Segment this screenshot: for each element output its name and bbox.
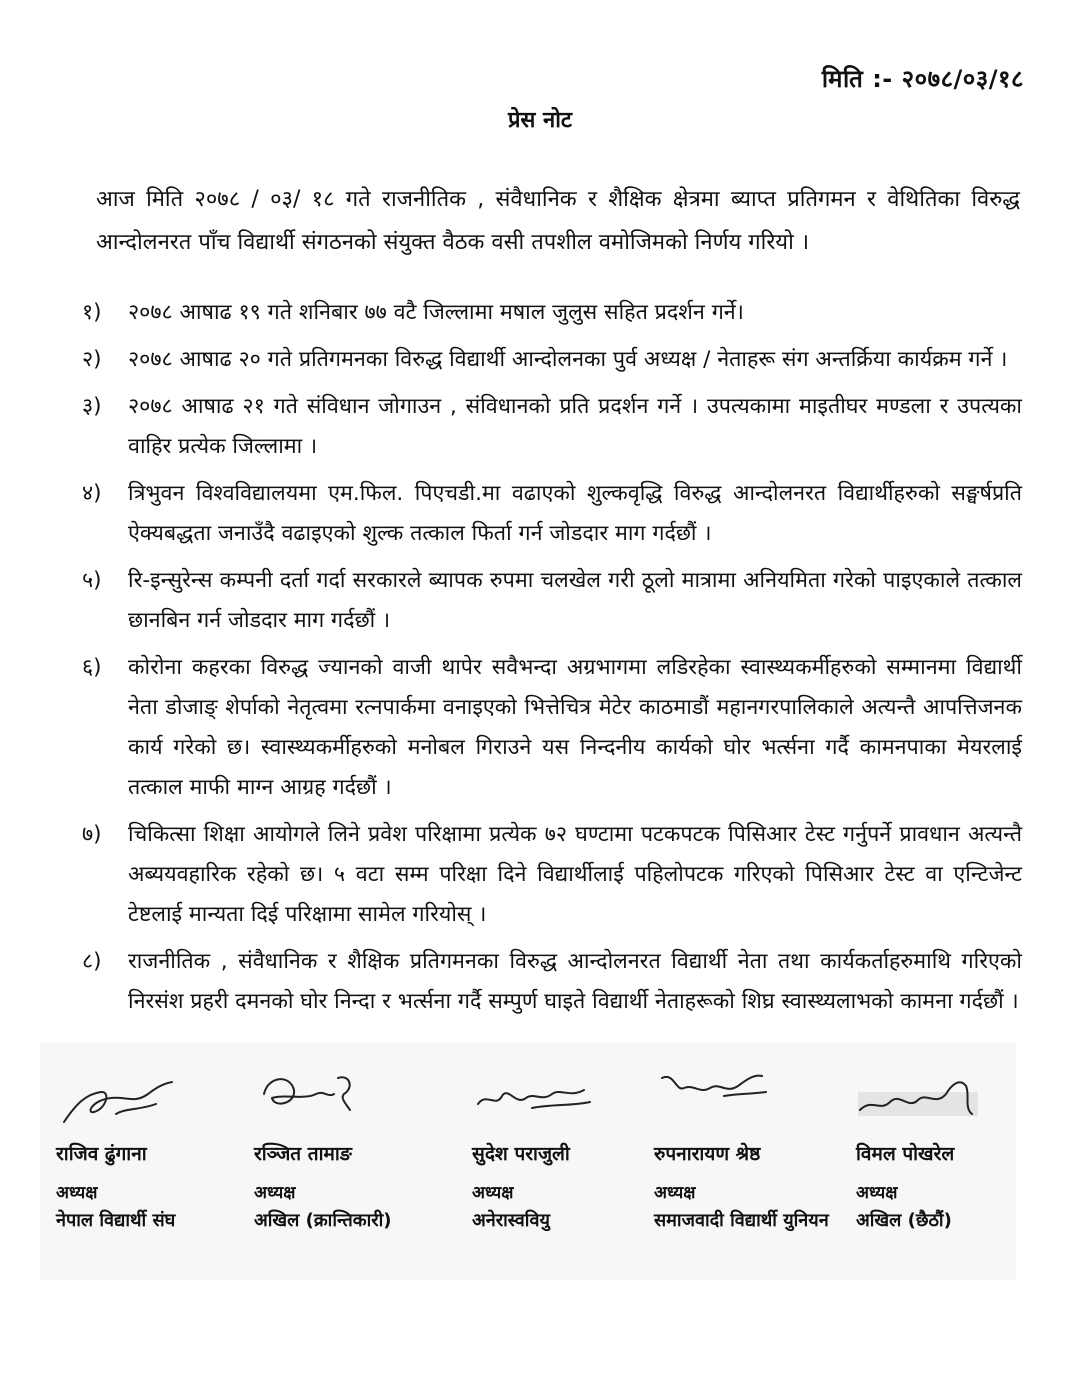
handwritten-signature (472, 1064, 602, 1134)
item-number: ६) (82, 655, 102, 680)
item-text: चिकित्सा शिक्षा आयोगले लिने प्रवेश परिक्षामा प्रत्येक ७२ घण्टामा पटकपटक पिसिआर टेस्ट गर्नुपर्ने प्रावधान अत्यन्तै अब्ययवहारिक रहेको छ। ५ वटा सम्म परिक्षा दिने विद्यार्थीलाई पहिलोपटक गरिएको पिसिआर टेस्ट वा एन्टिजेन्ट टेष्टलाई मान्यता दिई परिक्षामा सामेल गरियोस् । (128, 822, 1022, 927)
list-item (82, 340, 1022, 380)
item-number: ३) (82, 394, 102, 419)
signatory-org: नेपाल विद्यार्थी संघ (56, 1210, 176, 1231)
signatory (654, 1042, 854, 1280)
item-text: रि-इन्सुरेन्स कम्पनी दर्ता गर्दा सरकारले ब्यापक रुपमा चलखेल गरी ठूलो मात्रामा अनियमिता गरेको पाइएकाले तत्काल छानबिन गर्न जोडदार माग गर्दछौं । (128, 568, 1022, 633)
signatory-name: सुदेश पराजुली (472, 1143, 570, 1165)
signatory-org: अनेरास्ववियु (472, 1210, 550, 1231)
list-item (82, 815, 1022, 935)
handwritten-signature (56, 1064, 186, 1134)
signatory-role: अध्यक्ष (654, 1183, 696, 1203)
list-item (82, 293, 1022, 333)
signatory-name: रुपनारायण श्रेष्ठ (654, 1143, 761, 1165)
list-item (82, 648, 1022, 808)
signatory (856, 1042, 1056, 1280)
signatory-name: रञ्जित तामाङ (254, 1143, 352, 1165)
signatory (472, 1042, 672, 1280)
signature-block (40, 1042, 1016, 1280)
signatory-role: अध्यक्ष (472, 1183, 514, 1203)
item-number: ८) (82, 949, 102, 974)
document-date: मिति :- २०७८/०३/१८ (821, 65, 1024, 93)
signatory-name: राजिव ढुंगाना (56, 1143, 147, 1165)
signatory-name: विमल पोखरेल (856, 1143, 955, 1165)
signatory-org: अखिल (क्रान्तिकारी) (254, 1210, 392, 1231)
signatory (254, 1042, 454, 1280)
handwritten-signature (254, 1064, 384, 1134)
handwritten-signature (856, 1064, 986, 1134)
item-text: कोरोना कहरका विरुद्ध ज्यानको वाजी थापेर सवैभन्दा अग्रभागमा लडिरहेका स्वास्थ्यकर्मीहरुको सम्मानमा विद्यार्थी नेता डोजाङ् शेर्पाको नेतृत्वमा रत्नपार्कमा वनाइएको भित्तेचित्र मेटेर काठमाडौं महानगरपालिकाले अत्यन्तै आपत्तिजनक कार्य गरेको छ। स्वास्थ्यकर्मीहरुको मनोबल गिराउने यस निन्दनीय कार्यको घोर भर्त्सना गर्दै कामनपाका मेयरलाई तत्काल माफी माग्न आग्रह गर्दछौं । (128, 655, 1022, 800)
signatory (56, 1042, 256, 1280)
signatory-org: समाजवादी विद्यार्थी युनियन (654, 1210, 829, 1231)
decision-list (82, 293, 1022, 1029)
item-text: राजनीतिक , संवैधानिक र शैक्षिक प्रतिगमनका विरुद्ध आन्दोलनरत विद्यार्थी नेता तथा कार्यकर्ताहरुमाथि गरिएको निरसंश प्रहरी दमनको घोर निन्दा र भर्त्सना गर्दै सम्पुर्ण घाइते विद्यार्थी नेताहरूको शिघ्र स्वास्थ्यलाभको कामना गर्दछौं । (128, 949, 1022, 1014)
item-number: ७) (82, 822, 102, 847)
item-number: १) (82, 300, 102, 325)
signatory-role: अध्यक्ष (856, 1183, 898, 1203)
list-item (82, 942, 1022, 1022)
list-item (82, 387, 1022, 467)
list-item (82, 561, 1022, 641)
signatory-org: अखिल (छैठौं) (856, 1210, 952, 1231)
signatory-role: अध्यक्ष (254, 1183, 296, 1203)
intro-paragraph: आज मिति २०७८ / ०३/ १८ गते राजनीतिक , संवैधानिक र शैक्षिक क्षेत्रमा ब्याप्त प्रतिगमन र वेथितिका विरुद्ध आन्दोलनरत पाँच विद्यार्थी संगठनको संयुक्त वैठक वसी तपशील वमोजिमको निर्णय गरियो । (96, 187, 1020, 255)
item-number: ४) (82, 481, 102, 506)
list-item (82, 474, 1022, 554)
item-text: २०७८ आषाढ १९ गते शनिबार ७७ वटै जिल्लामा मषाल जुलुस सहित प्रदर्शन गर्ने। (128, 300, 744, 325)
signatory-role: अध्यक्ष (56, 1183, 98, 1203)
item-text: २०७८ आषाढ २० गते प्रतिगमनका विरुद्ध विद्यार्थी आन्दोलनका पुर्व अध्यक्ष / नेताहरू संग अन्तर्क्रिया कार्यक्रम गर्ने । (128, 347, 1008, 372)
item-number: २) (82, 347, 102, 372)
item-number: ५) (82, 568, 102, 593)
item-text: २०७८ आषाढ २१ गते संविधान जोगाउन , संविधानको प्रति प्रदर्शन गर्ने । उपत्यकामा माइतीघर मण्डला र उपत्यका वाहिर प्रत्येक जिल्लामा । (128, 394, 1022, 459)
item-text: त्रिभुवन विश्वविद्यालयमा एम.फिल. पिएचडी.मा वढाएको शुल्कवृद्धि विरुद्ध आन्दोलनरत विद्यार्थीहरुको सङ्घर्षप्रति ऐक्यबद्धता जनाउँदै वढाइएको शुल्क तत्काल फिर्ता गर्न जोडदार माग गर्दछौं । (128, 481, 1022, 546)
handwritten-signature (654, 1064, 784, 1134)
page-title: प्रेस नोट (507, 108, 573, 133)
